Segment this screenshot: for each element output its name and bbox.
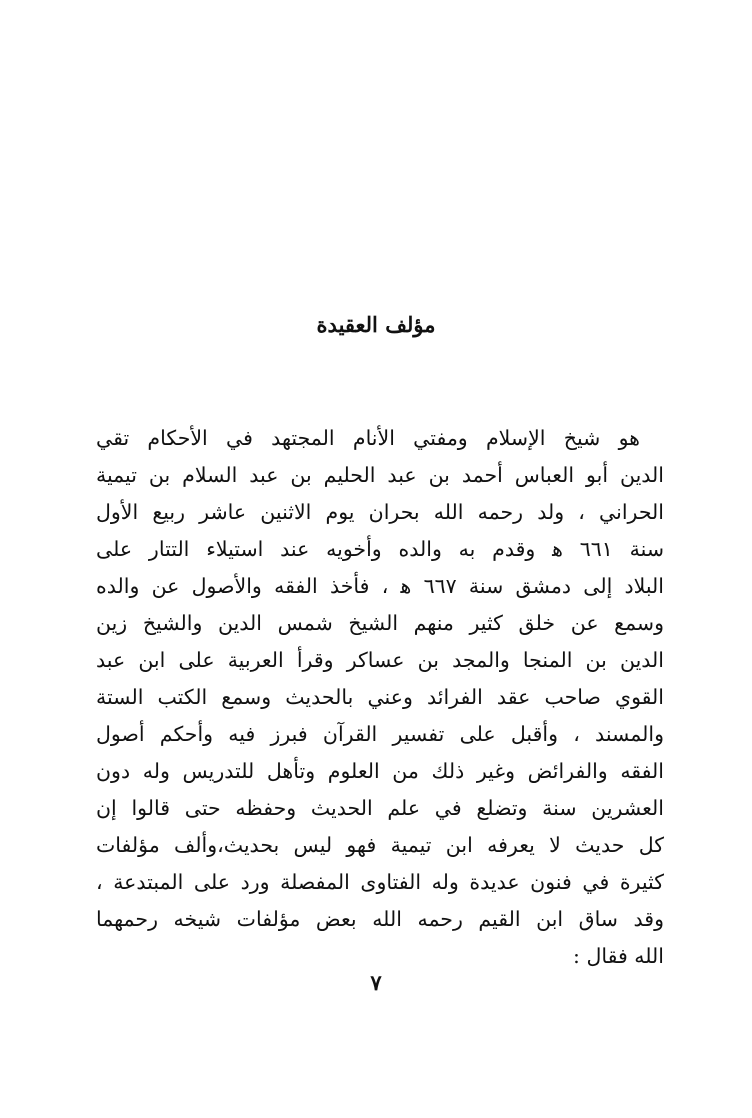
body-line: كثيرة في فنون عديدة وله الفتاوى المفصلة ورد على المبتدعة ، xyxy=(96,870,664,894)
body-line: البلاد إلى دمشق سنة ٦٦٧ ﻫ ، فأخذ الفقه والأصول عن والده xyxy=(96,574,664,598)
body-line: كل حديث لا يعرفه ابن تيمية فهو ليس بحديث،وألف مؤلفات xyxy=(96,833,664,857)
body-line: الله فقال : xyxy=(573,944,664,968)
body-line: الدين أبو العباس أحمد بن عبد الحليم بن عبد السلام بن تيمية xyxy=(96,463,664,487)
body-line: الحراني ، ولد رحمه الله بحران يوم الاثنين عاشر ربيع الأول xyxy=(96,500,664,524)
chapter-heading: مؤلف العقيدة xyxy=(316,312,436,337)
body-line: الدين بن المنجا والمجد بن عساكر وقرأ العربية على ابن عبد xyxy=(96,648,664,672)
page-number: ٧ xyxy=(370,970,382,995)
body-line: هو شيخ الإسلام ومفتي الأنام المجتهد في الأحكام تقي xyxy=(96,426,640,450)
body-line: وقد ساق ابن القيم رحمه الله بعض مؤلفات شيخه رحمهما xyxy=(96,907,664,931)
body-line: العشرين سنة وتضلع في علم الحديث وحفظه حتى قالوا إن xyxy=(96,796,664,820)
body-line: القوي صاحب عقد الفرائد وعني بالحديث وسمع الكتب الستة xyxy=(96,685,664,709)
body-line: سنة ٦٦١ ﻫ وقدم به والده وأخويه عند استيلاء التتار على xyxy=(96,537,664,561)
body-paragraph xyxy=(96,420,664,975)
body-line: والمسند ، وأقبل على تفسير القرآن فبرز فيه وأحكم أصول xyxy=(96,722,664,746)
body-line: الفقه والفرائض وغير ذلك من العلوم وتأهل للتدريس وله دون xyxy=(96,759,664,783)
body-line: وسمع عن خلق كثير منهم الشيخ شمس الدين والشيخ زين xyxy=(96,611,664,635)
